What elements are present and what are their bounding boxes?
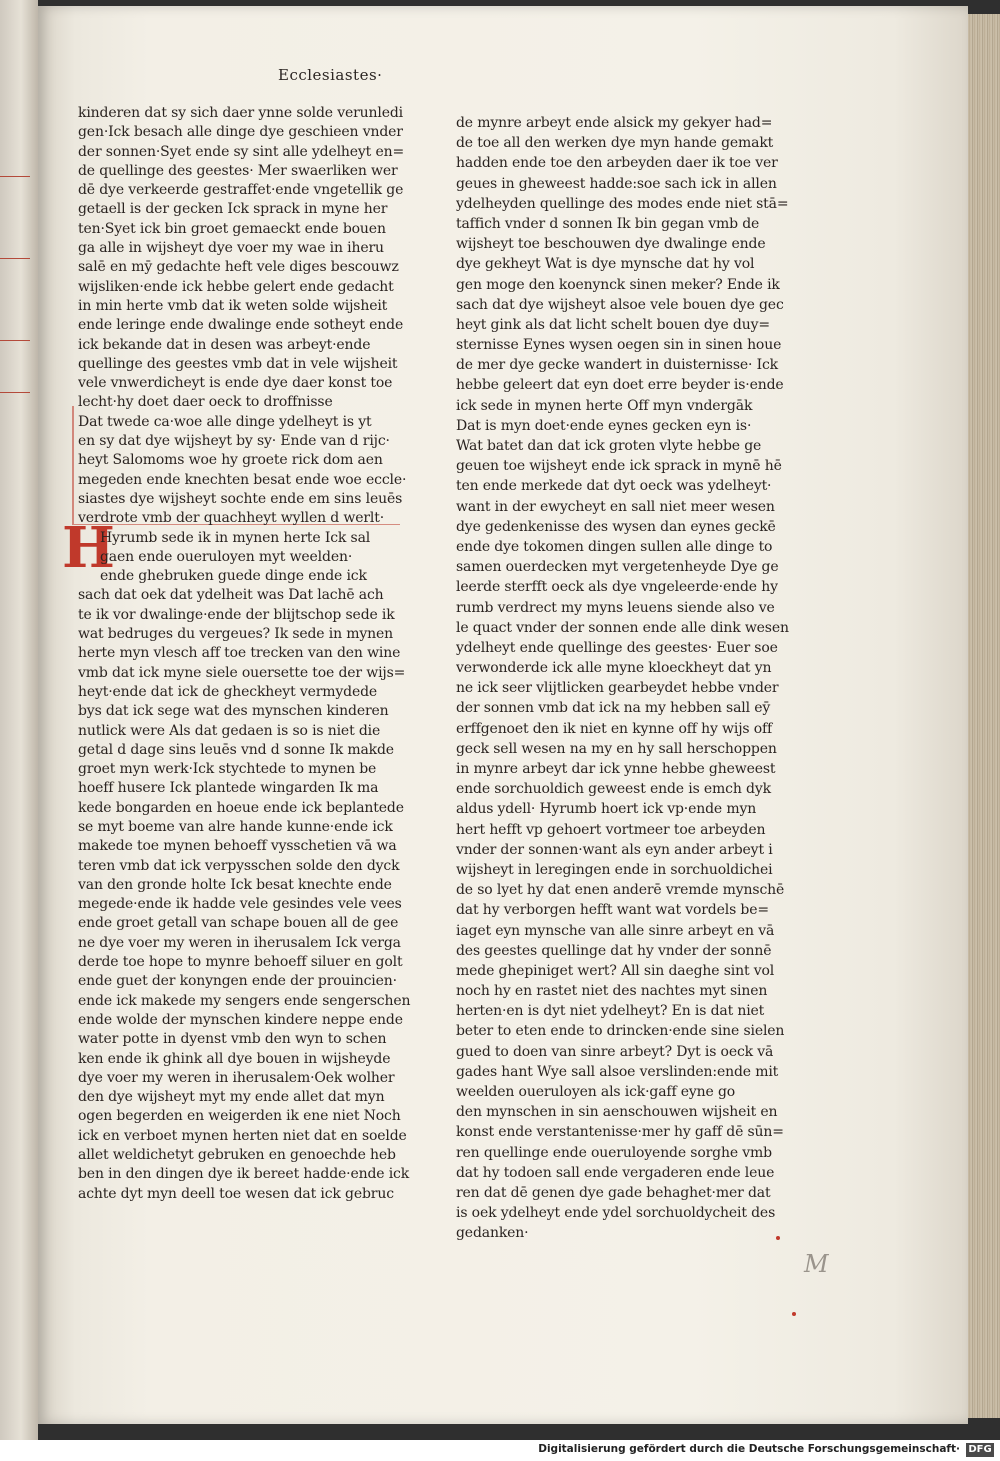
text-line: ick sede in mynen herte Off myn vndergāk	[456, 397, 753, 414]
book-page-edges	[968, 14, 1000, 1418]
text-line: sach dat dye wijsheyt alsoe vele bouen dye gec	[456, 296, 784, 313]
text-line: ten·Syet ick bin groet gemaeckt ende bouen	[78, 220, 386, 237]
text-line: ende sorchuoldich geweest ende is emch dyk	[456, 781, 771, 798]
text-line: gued to doen van sinre arbeyt? Dyt is oeck vā	[456, 1043, 774, 1060]
text-line: geck sell wesen na my en hy sall herschoppen	[456, 740, 777, 757]
text-line: in min herte vmb dat ik weten solde wijsheit	[78, 297, 388, 314]
text-line: hebbe geleert dat eyn doet erre beyder is·ende	[456, 377, 784, 394]
text-line: dat hy todoen sall ende vergaderen ende leue	[456, 1164, 775, 1181]
text-line: groet myn werk·Ick stychtede to mynen be	[78, 761, 377, 778]
text-line: makede toe mynen behoeff vysschetien vā wa	[78, 838, 397, 855]
text-line: getaell is der gecken Ick sprack in myne her	[78, 201, 388, 218]
text-line: ende leringe ende dwalinge ende sotheyt ende	[78, 317, 404, 334]
text-line: megede·ende ik hadde vele gesindes vele vees	[78, 896, 402, 913]
text-line: den mynschen in sin aenschouwen wijsheit en	[456, 1104, 778, 1121]
text-line: teren vmb dat ick verpysschen solde den dyck	[78, 857, 400, 874]
text-line: ende wolde der mynschen kindere neppe ende	[78, 1011, 403, 1028]
text-line: van den gronde holte Ick besat knechte ende	[78, 876, 392, 893]
text-line: dat hy verborgen hefft want wat vordels be=	[456, 902, 769, 919]
text-line: heyt gink als dat licht schelt bouen dye duy=	[456, 316, 770, 333]
text-line: dye voer my weren in iherusalem·Oek wolher	[78, 1069, 395, 1086]
text-line: ende dye tokomen dingen sullen alle dinge to	[456, 538, 773, 555]
text-line: ren quellinge ende oueruloyende sorghe vmb	[456, 1144, 772, 1161]
text-line: ende guet der konyngen ende der prouincien·	[78, 973, 397, 990]
text-line: ydelheyt ende quellinge des geestes· Euer soe	[456, 639, 778, 656]
text-line: dye gekheyt Wat is dye mynsche dat hy vol	[456, 256, 755, 273]
text-line: iaget eyn mynsche van alle sinre arbeyt en vā	[456, 922, 775, 939]
text-line: kede bongarden en hoeue ende ick beplantede	[78, 799, 404, 816]
left-text-column	[78, 104, 418, 1204]
text-line: geues in gheweest hadde:soe sach ick in allen	[456, 175, 777, 192]
previous-page-rule	[0, 176, 30, 177]
text-line: herten·en is dyt niet ydelheyt? En is dat niet	[456, 1003, 765, 1020]
text-line: te ik vor dwalinge·ende der blijtschop sede ik	[78, 606, 395, 623]
text-line: de toe all den werken dye myn hande gemakt	[456, 135, 774, 152]
text-line: quellinge des geestes vmb dat in vele wijsheit	[78, 355, 398, 372]
text-line: ne ick seer vlijtlicken gearbeydet hebbe vnder	[456, 680, 779, 697]
text-line: le quact vnder der sonnen ende alle dink wesen	[456, 619, 789, 636]
text-line: gen·Ick besach alle dinge dye geschieen vnder	[78, 124, 403, 141]
text-line: mede ghepiniget wert? All sin daeghe sint vol	[456, 962, 775, 979]
text-line: weelden oueruloyen als ick·gaff eyne go	[456, 1084, 736, 1100]
text-line: wijsliken·ende ick hebbe gelert ende gedacht	[78, 278, 394, 295]
text-line: ken ende ik ghink all dye bouen in wijsheyde	[78, 1050, 391, 1067]
text-line: hoeff husere Ick plantede wingarden Ik ma	[78, 780, 379, 797]
text-line: verdrote vmb der quachheyt wyllen d werlt·	[78, 510, 385, 527]
text-line: samen ouerdecken myt vergetenheyde Dye ge	[456, 559, 779, 576]
text-line: Wat batet dan dat ick groten vlyte hebbe ge	[456, 438, 762, 454]
footer-credit: Digitalisierung gefördert durch die Deutsche Forschungsgemeinschaft·	[538, 1443, 960, 1455]
text-line: in mynre arbeyt dar ick ynne hebbe gheweest	[456, 761, 776, 777]
text-line: hert hefft vp gehoert vortmeer toe arbeyden	[456, 821, 766, 838]
text-line: getal d dage sins leuēs vnd d sonne Ik makde	[78, 741, 394, 758]
text-line: de quellinge des geestes· Mer swaerliken wer	[78, 162, 398, 179]
right-text-column	[456, 113, 796, 1244]
text-line: dē dye verkeerde gestraffet·ende vngetellik ge	[78, 182, 404, 199]
text-line: gaen ende oueruloyen myt weelden·	[100, 548, 353, 565]
text-line: hadden ende toe den arbeyden daer ik toe ver	[456, 155, 778, 172]
text-line: erffgenoet den ik niet en kynne off hy wijs off	[456, 720, 773, 737]
text-line: ne dye voer my weren in iherusalem Ick verga	[78, 934, 401, 951]
text-line: dye gedenkenisse des wysen dan eynes geckē	[456, 518, 776, 535]
text-line: salē en mȳ gedachte heft vele diges bescouwz	[78, 259, 399, 276]
text-line: gedanken·	[456, 1225, 529, 1242]
text-line: Dat is myn doet·ende eynes gecken eyn is·	[456, 417, 752, 434]
text-line: noch hy en rastet niet des nachtes myt sinen	[456, 983, 768, 1000]
text-line: aldus ydell· Hyrumb hoert ick vp·ende myn	[456, 801, 757, 818]
text-line: vele vnwerdicheyt is ende dye daer konst toe	[78, 375, 393, 392]
text-line: nutlick were Als dat gedaen is so is niet die	[78, 722, 381, 739]
text-line: siastes dye wijsheyt sochte ende em sins leuēs	[78, 490, 403, 507]
text-line: gen moge den koenynck sinen meker? Ende ik	[456, 276, 780, 293]
text-line: ga alle in wijsheyt dye voer my wae in iheru	[78, 240, 384, 257]
text-line: ydelheyden quellinge des modes ende niet stā=	[456, 195, 789, 212]
text-line: konst ende verstantenisse·mer hy gaff dē sūn=	[456, 1124, 784, 1141]
margin-mark: M	[804, 1250, 829, 1278]
dfg-logo: DFG	[966, 1443, 994, 1457]
text-line: beter to eten ende to drincken·ende sine sielen	[456, 1023, 785, 1040]
text-line: sternisse Eynes wysen oegen sin in sinen houe	[456, 337, 782, 354]
text-line: is oek ydelheyt ende ydel sorchuoldycheit des	[456, 1205, 776, 1222]
text-line: verwonderde ick alle myne kloeckheyt dat yn	[456, 660, 772, 677]
previous-page-rule	[0, 258, 30, 259]
text-line: geuen toe wijsheyt ende ick sprack in mynē hē	[456, 458, 782, 475]
text-line: water potte in dyenst vmb den wyn to schen	[78, 1031, 387, 1048]
text-line: Hyrumb sede ik in mynen herte Ick sal	[100, 529, 371, 546]
text-line: ten ende merkede dat dyt oeck was ydelheyt·	[456, 478, 772, 495]
text-line: de mynre arbeyt ende alsick my gekyer had=	[456, 115, 773, 131]
text-line: sach dat oek dat ydelheit was Dat lachē ach	[78, 587, 384, 604]
running-head: Ecclesiastes·	[278, 66, 383, 84]
text-line: se myt boeme van alre hande kunne·ende ick	[78, 818, 393, 835]
text-line: wijsheyt toe beschouwen dye dwalinge ende	[456, 236, 766, 253]
text-line: herte myn vlesch aff toe trecken van den wine	[78, 645, 401, 662]
text-line: derde toe hope to mynre behoeff siluer en golt	[78, 954, 403, 971]
text-line: ick en verboet mynen herten niet dat en soelde	[78, 1127, 407, 1144]
text-line: de mer dye gecke wandert in duisternisse· Ick	[456, 357, 779, 374]
text-line: vmb dat ick myne siele ouersette toe der wijs=	[78, 664, 406, 681]
text-line: want in der ewycheyt en sall niet meer wesen	[456, 498, 775, 515]
text-line: ick bekande dat in desen was arbeyt·ende	[78, 336, 371, 353]
text-line: den dye wijsheyt myt my ende allet dat myn	[78, 1089, 385, 1106]
text-line: gades hant Wye sall alsoe verslinden:ende mit	[456, 1063, 779, 1080]
text-line: des geestes quellinge dat hy vnder der sonnē	[456, 942, 772, 959]
text-line: lecht·hy doet daer oeck to droffnisse	[78, 394, 333, 411]
text-line: allet weldichetyt gebruken en genoechde heb	[78, 1147, 396, 1164]
text-line: de so lyet hy dat enen anderē vremde mynschē	[456, 882, 785, 899]
text-line: ben in den dingen dye ik bereet hadde·ende ick	[78, 1166, 410, 1183]
previous-page-edge	[0, 0, 38, 1440]
text-line: ren dat dē genen dye gade behaghet·mer dat	[456, 1184, 771, 1201]
text-line: ende ick makede my sengers ende sengerschen	[78, 992, 411, 1009]
text-line: achte dyt myn deell toe wesen dat ick gebruc	[78, 1185, 394, 1202]
text-line: vnder der sonnen·want als eyn ander arbeyt i	[456, 841, 773, 858]
text-line: en sy dat dye wijsheyt by sy· Ende van d rijc·	[78, 433, 390, 450]
text-line: der sonnen·Syet ende sy sint alle ydelheyt en=	[78, 143, 405, 160]
text-line: wat bedruges du vergeues? Ik sede in mynen	[78, 626, 393, 643]
text-line: ogen begerden en weigerden ik ene niet Noch	[78, 1108, 401, 1125]
ink-spot	[792, 1312, 796, 1316]
text-line: heyt·ende dat ick de gheckheyt vermydede	[78, 683, 378, 700]
text-line: rumb verdrect my myns leuens siende also ve	[456, 599, 775, 616]
text-line: kinderen dat sy sich daer ynne solde verunledi	[78, 105, 403, 121]
text-line: Dat twede ca·woe alle dinge ydelheyt is yt	[78, 413, 372, 430]
text-line: ende groet getall van schape bouen all de gee	[78, 915, 399, 932]
text-line: wijsheyt in leregingen ende in sorchuoldichei	[456, 861, 773, 878]
ink-spot	[776, 1236, 780, 1240]
previous-page-rule	[0, 392, 30, 393]
text-line: megeden ende knechten besat ende woe eccle·	[78, 471, 407, 488]
previous-page-rule	[0, 340, 30, 341]
text-line: heyt Salomoms woe hy groete rick dom aen	[78, 452, 383, 469]
text-line: bys dat ick sege wat des mynschen kinderen	[78, 703, 389, 720]
text-line: taffich vnder d sonnen Ik bin gegan vmb de	[456, 215, 760, 232]
text-line: leerde sterfft oeck als dye vngeleerde·ende hy	[456, 579, 778, 596]
text-line: der sonnen vmb dat ick na my hebben sall eȳ	[456, 700, 771, 717]
initial-letter: H	[62, 515, 115, 581]
text-line: ende ghebruken guede dinge ende ick	[100, 568, 367, 585]
